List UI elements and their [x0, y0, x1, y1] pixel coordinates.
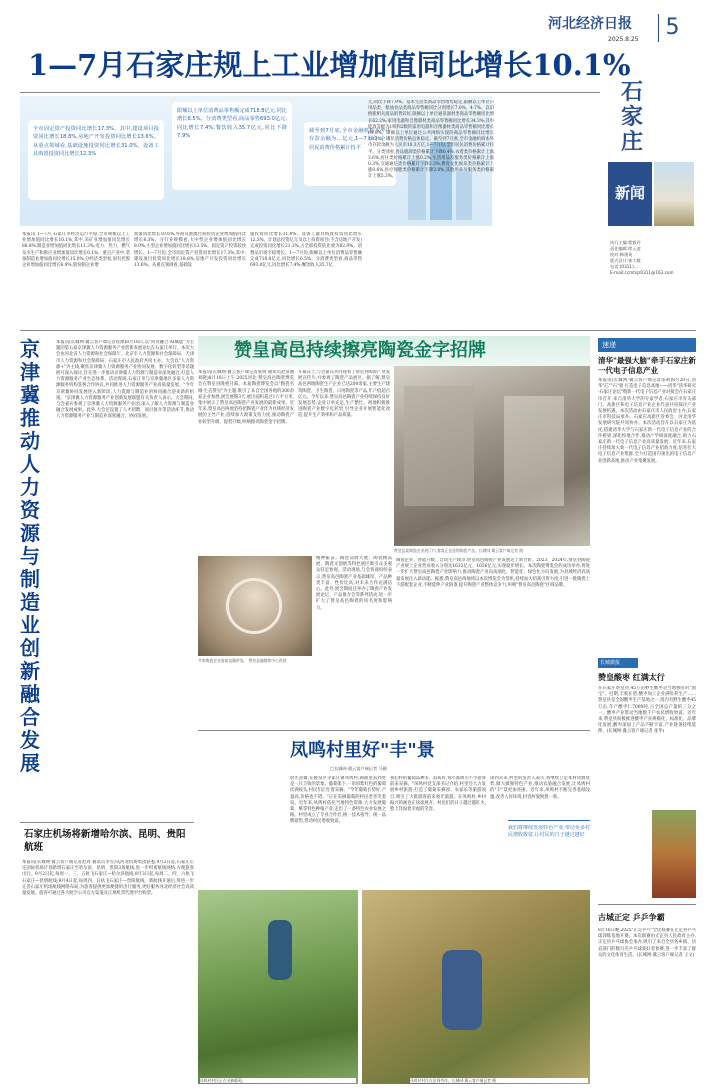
sidebar-news-label: 新闻 [614, 184, 645, 202]
info-box-consumption-text: 限额以上单位消费品零售额完成718.8亿元,同比增长6.5%。分消费类型看,商品零售693.0亿元,同比增长7.4%;餐饮收入35.7亿元,同比下降7.9% [177, 108, 287, 140]
info-box-investment-text: 全市固定资产投资同比增长17.3%。其中,建设项目投资同比增长18.8%,房地产开发投资同比增长13.6%。从重点领域看,基础设施投资同比增长31.0%。设备工具购置投资同比增长12.3% [33, 126, 159, 158]
sidebar-title-char: 石 [620, 79, 643, 105]
sidebar-title-char: 庄 [620, 129, 643, 155]
fengming-rule [198, 730, 590, 731]
fengming-photo2-caption: 凤鸣村村民在田间劳作。长城网·冀云客户端记者 摄 [410, 1078, 588, 1083]
fengming-quote-text: 我们将继续发展特色产业,带动更多村民增收致富,让村民的日子越过越好 [508, 825, 590, 838]
fengming-photo-right [362, 890, 590, 1084]
section-rule [20, 330, 696, 331]
sidebar-header [598, 50, 694, 330]
speed-header [598, 338, 696, 352]
zanhuang-article-col3: 精神振奋。陶瓷品牌大展、陶瓷精品展、陶瓷文创展等特色展区吸引众多观众驻足参观。活动现场,与会客商纷纷表示,赞皇高邑陶瓷产业基础雄厚、产品种类丰富、性价比高,对未来合作充满信心。此外,展会期间还举办了陶瓷产业发展论坛、产品推介会等系列活动,进一步扩大了赞皇高邑陶瓷的知名度和影响力。 [316, 556, 392, 611]
headline-rule [20, 92, 600, 93]
fengming-byline: □长城网·冀云客户端记者 马静 [330, 766, 387, 771]
masthead-date: 2025.8.25 [608, 36, 639, 43]
zanhuang-article-col1: 本报讯(长城网·冀云客户端记者张明 通讯员赵彦丽 刘晓)8月18日上午,2025河北·赞皇高邑陶瓷博览会在赞皇县隆重开幕。本届陶瓷博览会以"陶瓷名城·生态赞皇"为主题,吸引了来自全国各地的300余家企业参展,展会展期3天,展出面积超过1万平方米,集中展示了赞皇高邑陶瓷产业发展的最新成果。近年来,赞皇高邑两地坚持把陶瓷产业作为县域经济发展的主导产业,持续加大政策支持力度,推动陶瓷产业转型升级、提档升级,叫响擦亮陶瓷金字招牌。 [198, 370, 294, 425]
sidebar-photo-building [654, 162, 694, 226]
fengming-title: 凤鸣村里好"丰"景 [290, 740, 435, 761]
brief3-title: 古城正定 乒乒争霸 [598, 912, 665, 922]
zanhuang-article-col4: 陶瓷企业、智能升级、自动生产线等,赞皇高邑陶瓷产业发展迈上新台阶。2023、2024年,赞皇县陶瓷产业规上企业营业收入分别达1632亿元、1656亿元,实现稳步增长。本次陶瓷博览会的成功举办,将进一步扩大赞皇高邑陶瓷产业影响力,推动陶瓷产业向高端化、智能化、绿色化方向发展,为县域经济高质量发展注入新动能。据悉,赞皇高邑两地将以本次博览会为契机,持续加大招商引资力度,引进一批陶瓷上下游配套企业,不断延伸产业链条,提升陶瓷产业整体竞争力,叫响"赞皇高邑陶瓷"区域品牌。 [396, 558, 590, 588]
masthead [0, 0, 708, 43]
sidebar-news-badge [608, 162, 652, 226]
sidebar-title [612, 80, 652, 155]
editor-line: 版式设计:崔大敏 [610, 258, 641, 263]
jingjinji-article-text: 本报讯(长城网·冀云客户端记者崔源)8月18日,以"同业融合·AI赋能"为主题的第五届京津冀人力资源服务产业创新发展论坛在石家庄举行。本次大会由河北省人力资源和社会保障厅、北京市人力资源和社会保障局、天津市人力资源和社会保障局、石家庄市人民政府共同主办。大会以"人力资源+"为主线,聚焦京津冀人力资源服务产业协同发展、数字化转型等话题展开深入探讨,旨在进一步推动京津冀人力资源与制造业深度融合,打造人力资源服务产业生态体系。活动现场,石家庄市与京津冀地区多家人力资源服务机构签署合作协议,共同推进人力资源服务产业高质量发展。"今年京津冀协同发展进入新阶段,人力资源与制造业的协同融合迎来新的机遇。"京津冀人力资源服务产业创新发展联盟有关负责人表示。大会期间,与会嘉宾参观了京津冀人力资源服务产业园,深入了解人力资源与制造业融合发展成果。此外,大会还设置了人才招聘、项目推介等活动环节,推动人力资源服务产业与制造业深度融合、协同发展。 [56, 340, 194, 420]
brief2-kicker [598, 658, 638, 668]
fengming-photo1-caption: 凤鸣村村民正在采摘葡萄。 [200, 1078, 356, 1083]
brief2-photo-jujube [652, 810, 696, 898]
sidebar-title-char: 家 [620, 104, 643, 130]
industry-article-col3: 施投资同比增长31.0%。设备工器具购置投资同比增长12.3%。计划总投资亿元及以上投资项目(不含房地产开发)完成投资同比增长21.3%,占全部投资的比重为62.9%。消费品市场平稳增长。1—7月份,限额以上单位消费品零售额完成718.8亿元,同比增长6.5%。分消费类型看,商品零售693.0亿元,同比增长7.4%;餐饮收入35.7亿 [250, 232, 362, 269]
masthead-paper-name: 河北经济日报 [548, 16, 632, 32]
brief2-kicker-label: 长城微报 [600, 660, 621, 666]
info-box-investment [28, 120, 164, 200]
brief1-text: 本报讯(长城网·冀云客户端记者邬莉)8月20日,清华"芯""石"驱 打造电子信息高地——清华"清华研究·石家庄论坛"暨新一代电子信息产业对接会在石家庄市召开,来自清华大学的专家学者,石家庄市有关部门、高新区和电子信息产业企业代表共同探讨产业发展机遇。本次活动由石家庄市人民政府主办,石家庄市科技局承办。石家庄高新区管委会、河北清华发展研究院共同协办。本次活动旨在以石家庄为依托,搭建清华大学与石家庄新一代电子信息产业的合作桥梁,深化校地合作,推动产学研深度融合,助力石家庄新一代电子信息产业高质量发展。近年来,石家庄持续加大新一代电子信息产业招商力度,培育壮大电子信息产业集群,全力打造国内领先的电子信息产业创新高地,推动产业集聚发展。 [598, 378, 696, 464]
fengming-article-col1: 晨光熹微,在鹿泉区寺家庄镇凤鸣村,满眼望去到处是一片丰收的景象。葡萄架下,一串串紫红色的葡萄挂满枝头,村民们正忙着采摘。"今年葡萄长势好,产量高,价格也不错。"正在采摘葡萄的村民老李笑着说。近年来,凤鸣村依托当地特色资源,大力发展葡萄、桃等特色种植产业,走出了一条特色农业发展之路。村里成立了专业合作社,统一技术指导、统一品牌销售,带动村民增收致富。 [290, 776, 386, 825]
airport-title: 石家庄机场将新增哈尔滨、昆明、贵阳航班 [24, 829, 186, 853]
airport-rule [20, 822, 194, 823]
fengming-article-col3: 谈到未来,村里的负责人表示,将继续立足本村资源优势,做大做强特色产业,推动农旅融合发展,让凤鸣村的"丰"景更加亮丽。近年来,凤鸣村不断完善基础设施,改善人居环境,村容村貌焕然一新。 [490, 776, 590, 800]
fengming-photo-left [198, 890, 358, 1084]
industry-article-col2: 加值同比增长10.6%,外商及港澳台商投资企业增加值同比增长8.3%。分行业规模看,大中型企业增加值同比增长8.9%,小型企业增加值同比增长13.5%。固定资产投资较快增长。1—7月份,全市固定资产投资同比增长17.3%,其中,建设项目投资同比增长18.8%,房地产开发投资同比增长13.6%。从重点领域看,基础设 [134, 232, 246, 269]
jingjinji-title: 京津冀推动人力资源与制造业创新融合发展 [20, 337, 40, 775]
fengming-quote [508, 820, 590, 884]
info-box-consumption [172, 102, 292, 190]
speed-label: 速递 [602, 341, 616, 349]
brief3-rule [598, 904, 696, 905]
editor-line: 校对:韩建英 [610, 252, 633, 257]
zanhuang-photo-caption: 赞皇县某陶瓷企业展厅内,客商正在选购陶瓷产品。长城网·冀云客户端记者 摄 [394, 548, 523, 553]
zanhuang-title: 赞皇高邑持续擦亮陶瓷金字招牌 [234, 340, 486, 361]
page-number: 5 [658, 14, 686, 42]
zanhuang-photo-showroom [394, 366, 590, 546]
fengming-article-col2: 我们村的葡萄品种多、品质好,每年都吸引不少游客前来采摘。"凤鸣村党支部书记介绍,村里还大力发展乡村旅游,打造了葡萄采摘园、农家乐等旅游项目,吸引了大批游客前来观光旅游。在凤鸣村,乡村振兴的画卷正徐徐展开。村民们的日子越过越红火,脸上洋溢着幸福的笑容。 [390, 776, 486, 813]
editor-info [610, 240, 694, 276]
main-headline: 1—7月石家庄规上工业增加值同比增长10.1% [28, 48, 631, 82]
zanhuang-photo2-caption: 多家陶瓷企业借助直播带货。 赞皇县融媒体中心供图 [198, 658, 287, 663]
industry-article-col1: 本报讯 1—7月,石家庄市经济运行平稳,全市规模以上工业增加值同比增长10.1%,其中,采矿业增加值同比增长88.8%,制造业增加值同比增长11.3%,电力、热力、燃气及水生产和供应业增加值同比增长0.1%。重点产业中,装备制造业增加值同比增长15.0%,分经济类型看,国有控股企业增加值同比增长6.9%,股份制企业增 [22, 232, 130, 269]
editor-line: 责任编辑:徐云凌 [610, 246, 641, 251]
editor-email: E-mail:ccmtsjz0311@163.com [610, 270, 674, 275]
airport-article-text: 本报讯(长城网·冀云客户端记者赵周 通讯员李雪)从河北机场集团获悉,9月2日起,石家庄正定国际机场计划新增石家庄至哈尔滨、昆明、贵阳3条航线,进一步织密航线网络,方便旅客出行。9月2日起,每周一、三、五执飞石家庄—哈尔滨航线;9月3日起,每周二、四、六执飞石家庄—昆明航线;9月4日起,每周四、日执飞石家庄—贵阳航线。新航线开通后,将进一步完善石家庄机场航线网络布局,为旅客提供更加便捷的出行服务,更好服务河北经济社会高质量发展。旅客可通过各大航空公司官方渠道及正规机票代理平台购票。 [22, 860, 194, 897]
zanhuang-photo-livestream [198, 556, 312, 656]
zanhuang-article-col2: 开幕式上,与会嘉宾共同观看了赞皇县陶瓷产业发展宣传片,并参观了陶瓷产品展区。据了解,赞皇高邑两地陶瓷生产企业已达200余家,主要生产建筑陶瓷、卫生陶瓷、日用陶瓷等产品,年产值超百亿元。今年以来,赞皇高邑陶瓷产业持续保持良好发展态势,企业订单充足,生产繁忙。两地积极推进陶瓷产业数字化转型,引导企业开展智能化改造,提升生产效率和产品质量。 [298, 370, 390, 419]
brief3-text: 8月16日晚,2025"正定乒乓"全民联赛在正定县乒乓球训练基地开赛。本次联赛由正定县人民政府主办,正定县乒乓球协会承办,吸引了来自全县各乡镇、县直部门的数百名乒乓球爱好者参赛,进一步丰富了群众的文化体育生活。(长城网·冀云客户端记者 王文) [598, 928, 696, 958]
zanhuang-headline-band [198, 336, 590, 366]
brief2-title: 赞皇酸枣 红满太行 [598, 672, 665, 682]
info-box-deposit-text: 截至到7月底,全市金融机构本外币存款余额为…亿元,1—7月份,全市居民消费价格累计持平 [309, 128, 391, 151]
brief2-text: 在石家庄赞皇县,45万亩野生酸枣是当地独有的"国宝"。近期,丰收在望,酸枣加工企业满负荷生产……赞皇县是全国酸枣生产基地之一,境内有野生酸枣45万亩,年产酸枣仁7000吨,占全国总产量的三分之一。酸枣产业带动当地数千户农民增收致富。近年来,赞皇县积极推进酸枣产业规模化、标准化、品牌化发展,酸枣深加工产品不断丰富,产业链条持续延伸。(长城网·冀云客户端记者 张华) [598, 686, 696, 735]
editor-line: 电话:(0311)… [610, 264, 638, 269]
editor-line: 执行主编:程毅玲 [610, 240, 641, 245]
industry-article-col4: 元,同比下降7.9%。基本生活类商品零售增势稳定,限额以上单位日用品类、粮油食品类商品零售额同比分别增长7.0%、4.7%。以旧换新相关商品销售较好,限额以上单位通讯器材类商品零售额同比增长62.2%;家用电器和音像器材类商品零售额同比增长34.3%;其中能效等级为1级和2级的家用电器和音像器材类商品零售额同比增长69.8%。限额以上单位通过公共网络实现的商品零售额同比增长10.3%。居民消费价格总体稳定。截至到7月底,全市金融机构本外币存款余额为人民币10.3万亿,1—7月份,全市居民消费价格累计持平。分类别看,食品烟酒类价格累计下降0.4%,衣着类价格累计上涨3.6%,居住类价格累计上涨0.2%,生活用品及服务类价格累计上涨0.3%,交通通信类价格累计下降3.3%,教育文化娱乐类价格累计上涨0.6%,医疗保健类价格累计下降2.8%,其他用品及服务类价格累计上涨5.3%。 [368, 100, 494, 180]
brief1-title: 清华"最强大脑"牵手石家庄新一代电子信息产业 [598, 356, 696, 375]
